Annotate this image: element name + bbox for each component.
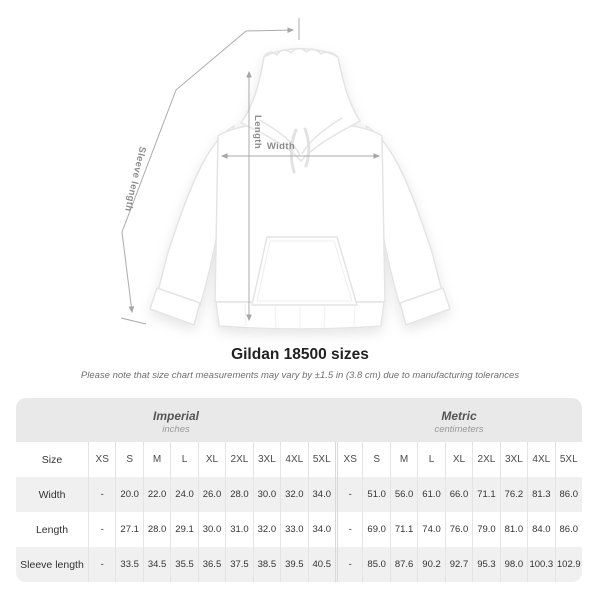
column-header-imperial-3xl: 3XL (253, 442, 280, 477)
value-length-metric-2xl: 79.0 (472, 512, 499, 547)
value-sleeve-length-metric-2xl: 95.3 (472, 547, 499, 582)
column-header-metric-3xl: 3XL (500, 442, 527, 477)
value-length-imperial-xl: 30.0 (198, 512, 225, 547)
value-sleeve-length-metric-xs: - (335, 547, 362, 582)
value-length-imperial-4xl: 33.0 (280, 512, 307, 547)
value-length-imperial-3xl: 32.0 (253, 512, 280, 547)
imperial-section-header (16, 398, 336, 442)
value-sleeve-length-imperial-5xl: 40.5 (308, 547, 335, 582)
value-width-metric-xl: 66.0 (445, 477, 472, 512)
units-band (16, 398, 582, 442)
page-title: Gildan 18500 sizes (231, 346, 369, 363)
value-width-imperial-m: 22.0 (143, 477, 170, 512)
column-header-metric-5xl: 5XL (555, 442, 582, 477)
column-header-imperial-l: L (170, 442, 197, 477)
value-width-imperial-xl: 26.0 (198, 477, 225, 512)
width-label: Width (266, 141, 296, 152)
value-sleeve-length-metric-s: 85.0 (362, 547, 389, 582)
column-header-metric-l: L (417, 442, 444, 477)
cuff-tick (121, 318, 146, 324)
value-sleeve-length-metric-l: 90.2 (417, 547, 444, 582)
value-width-imperial-l: 24.0 (170, 477, 197, 512)
column-header-metric-4xl: 4XL (527, 442, 554, 477)
value-length-metric-s: 69.0 (362, 512, 389, 547)
column-header-imperial-5xl: 5XL (308, 442, 335, 477)
column-header-metric-xl: XL (445, 442, 472, 477)
value-width-metric-xs: - (335, 477, 362, 512)
value-length-metric-5xl: 86.0 (555, 512, 582, 547)
value-width-metric-s: 51.0 (362, 477, 389, 512)
row-label-length: Length (16, 512, 88, 547)
value-width-imperial-xs: - (88, 477, 115, 512)
value-sleeve-length-imperial-s: 33.5 (115, 547, 142, 582)
size-table (16, 398, 582, 582)
value-width-imperial-s: 20.0 (115, 477, 142, 512)
value-length-imperial-s: 27.1 (115, 512, 142, 547)
value-length-metric-l: 74.0 (417, 512, 444, 547)
column-header-imperial-s: S (115, 442, 142, 477)
value-width-imperial-2xl: 28.0 (225, 477, 252, 512)
value-width-metric-4xl: 81.3 (527, 477, 554, 512)
value-width-metric-m: 56.0 (390, 477, 417, 512)
value-length-metric-4xl: 84.0 (527, 512, 554, 547)
column-header-metric-m: M (390, 442, 417, 477)
row-label-sleeve-length: Sleeve length (16, 547, 88, 582)
row-label-width: Width (16, 477, 88, 512)
value-sleeve-length-imperial-4xl: 39.5 (280, 547, 307, 582)
column-header-metric-xs: XS (335, 442, 362, 477)
metric-sublabel: centimeters (434, 423, 484, 435)
metric-section-header (336, 398, 582, 442)
value-length-imperial-l: 29.1 (170, 512, 197, 547)
imperial-label: Imperial (152, 408, 200, 423)
length-label: Length (252, 115, 263, 150)
tolerance-note: Please note that size chart measurements may vary by ±1.5 in (3.8 cm) due to manufacturing tolerances (80, 370, 520, 381)
value-length-metric-xs: - (335, 512, 362, 547)
value-width-metric-5xl: 86.0 (555, 477, 582, 512)
value-length-imperial-2xl: 31.0 (225, 512, 252, 547)
imperial-sublabel: inches (162, 423, 190, 435)
value-width-imperial-3xl: 30.0 (253, 477, 280, 512)
size-grid (16, 442, 582, 582)
hoodie-garment (150, 48, 450, 329)
value-sleeve-length-imperial-xl: 36.5 (198, 547, 225, 582)
value-length-metric-m: 71.1 (390, 512, 417, 547)
value-length-imperial-5xl: 34.0 (308, 512, 335, 547)
column-header-imperial-m: M (143, 442, 170, 477)
value-sleeve-length-metric-xl: 92.7 (445, 547, 472, 582)
column-header-metric-s: S (362, 442, 389, 477)
value-width-imperial-4xl: 32.0 (280, 477, 307, 512)
value-length-metric-3xl: 81.0 (500, 512, 527, 547)
value-width-imperial-5xl: 34.0 (308, 477, 335, 512)
value-width-metric-2xl: 71.1 (472, 477, 499, 512)
value-sleeve-length-metric-4xl: 100.3 (527, 547, 554, 582)
column-header-imperial-2xl: 2XL (225, 442, 252, 477)
size-header-cell: Size (16, 442, 88, 477)
value-sleeve-length-metric-5xl: 102.9 (555, 547, 582, 582)
value-sleeve-length-imperial-3xl: 38.5 (253, 547, 280, 582)
metric-label: Metric (441, 408, 477, 423)
value-sleeve-length-metric-m: 87.6 (390, 547, 417, 582)
value-sleeve-length-imperial-2xl: 37.5 (225, 547, 252, 582)
value-width-metric-3xl: 76.2 (500, 477, 527, 512)
value-sleeve-length-imperial-m: 34.5 (143, 547, 170, 582)
value-length-imperial-m: 28.0 (143, 512, 170, 547)
value-sleeve-length-metric-3xl: 98.0 (500, 547, 527, 582)
column-header-imperial-4xl: 4XL (280, 442, 307, 477)
column-header-metric-2xl: 2XL (472, 442, 499, 477)
value-sleeve-length-imperial-xs: - (88, 547, 115, 582)
column-header-imperial-xl: XL (198, 442, 225, 477)
value-length-imperial-xs: - (88, 512, 115, 547)
value-width-metric-l: 61.0 (417, 477, 444, 512)
column-header-imperial-xs: XS (88, 442, 115, 477)
value-sleeve-length-imperial-l: 35.5 (170, 547, 197, 582)
sleeve-length-label: Sleeve length (122, 145, 148, 213)
value-length-metric-xl: 76.0 (445, 512, 472, 547)
